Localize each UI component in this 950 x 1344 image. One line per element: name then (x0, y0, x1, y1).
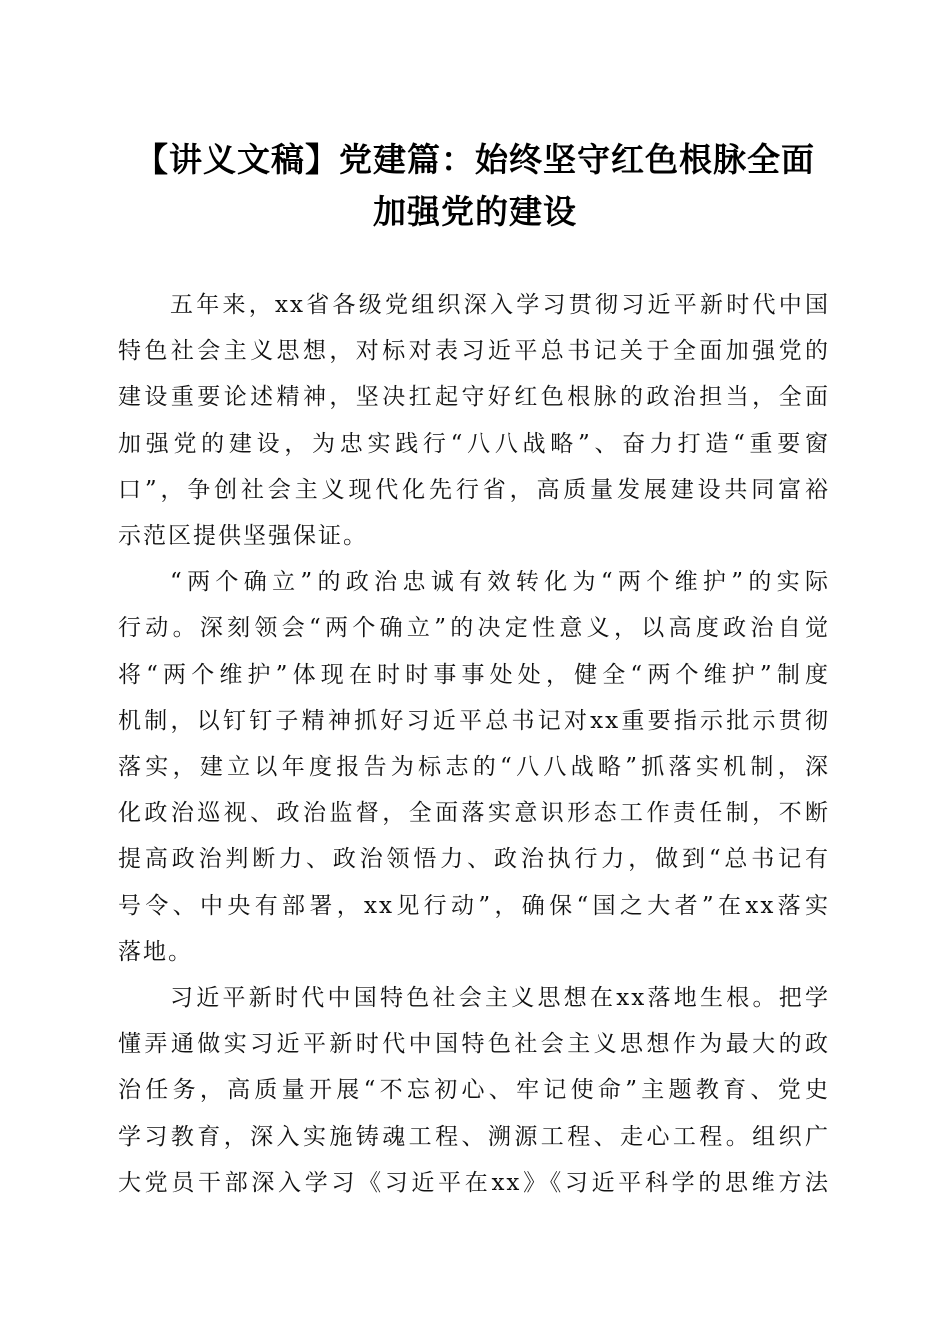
text-line: 提高政治判断力、政治领悟力、政治执行力，做到“总书记有 (118, 846, 830, 873)
text-line: “两个确立”的政治忠诚有效转化为“两个维护”的实际 (170, 569, 830, 596)
paragraph-1 (118, 282, 830, 559)
text-line: 加强党的建设，为忠实践行“八八战略”、奋力打造“重要窗 (118, 430, 830, 457)
document-title (118, 134, 832, 238)
text-line: 懂弄通做实习近平新时代中国特色社会主义思想作为最大的政 (118, 1031, 830, 1058)
document-body (118, 282, 830, 1206)
title-line: 【讲义文稿】党建篇：始终坚守红色根脉全面 (135, 140, 815, 179)
text-line: 将“两个维护”体现在时时事事处处，健全“两个维护”制度 (118, 661, 830, 688)
text-line: 大党员干部深入学习《习近平在xx》《习近平科学的思维方法 (118, 1169, 830, 1196)
text-line: 号令、中央有部署，xx见行动”，确保“国之大者”在xx落实 (118, 892, 830, 919)
text-line: 学习教育，深入实施铸魂工程、溯源工程、走心工程。组织广 (118, 1123, 830, 1150)
text-line: 五年来，xx省各级党组织深入学习贯彻习近平新时代中国 (170, 292, 830, 318)
paragraph-2 (118, 559, 830, 975)
text-line: 化政治巡视、政治监督，全面落实意识形态工作责任制，不断 (118, 800, 830, 827)
text-line: 示范区提供坚强保证。 (118, 523, 368, 550)
text-line: 治任务，高质量开展“不忘初心、牢记使命”主题教育、党史 (118, 1077, 830, 1104)
text-line: 建设重要论述精神，坚决扛起守好红色根脉的政治担当，全面 (118, 384, 830, 411)
text-line: 落地。 (118, 938, 193, 965)
text-line: 落实，建立以年度报告为标志的“八八战略”抓落实机制，深 (118, 754, 830, 781)
text-line: 口”，争创社会主义现代化先行省，高质量发展建设共同富裕 (118, 476, 830, 503)
paragraph-3 (118, 975, 830, 1206)
text-line: 习近平新时代中国特色社会主义思想在xx落地生根。把学 (170, 985, 830, 1012)
text-line: 机制，以钉钉子精神抓好习近平总书记对xx重要指示批示贯彻 (118, 707, 830, 734)
title-line: 加强党的建设 (373, 192, 577, 231)
text-line: 特色社会主义思想，对标对表习近平总书记关于全面加强党的 (118, 338, 830, 365)
text-line: 行动。深刻领会“两个确立”的决定性意义，以高度政治自觉 (118, 615, 830, 642)
